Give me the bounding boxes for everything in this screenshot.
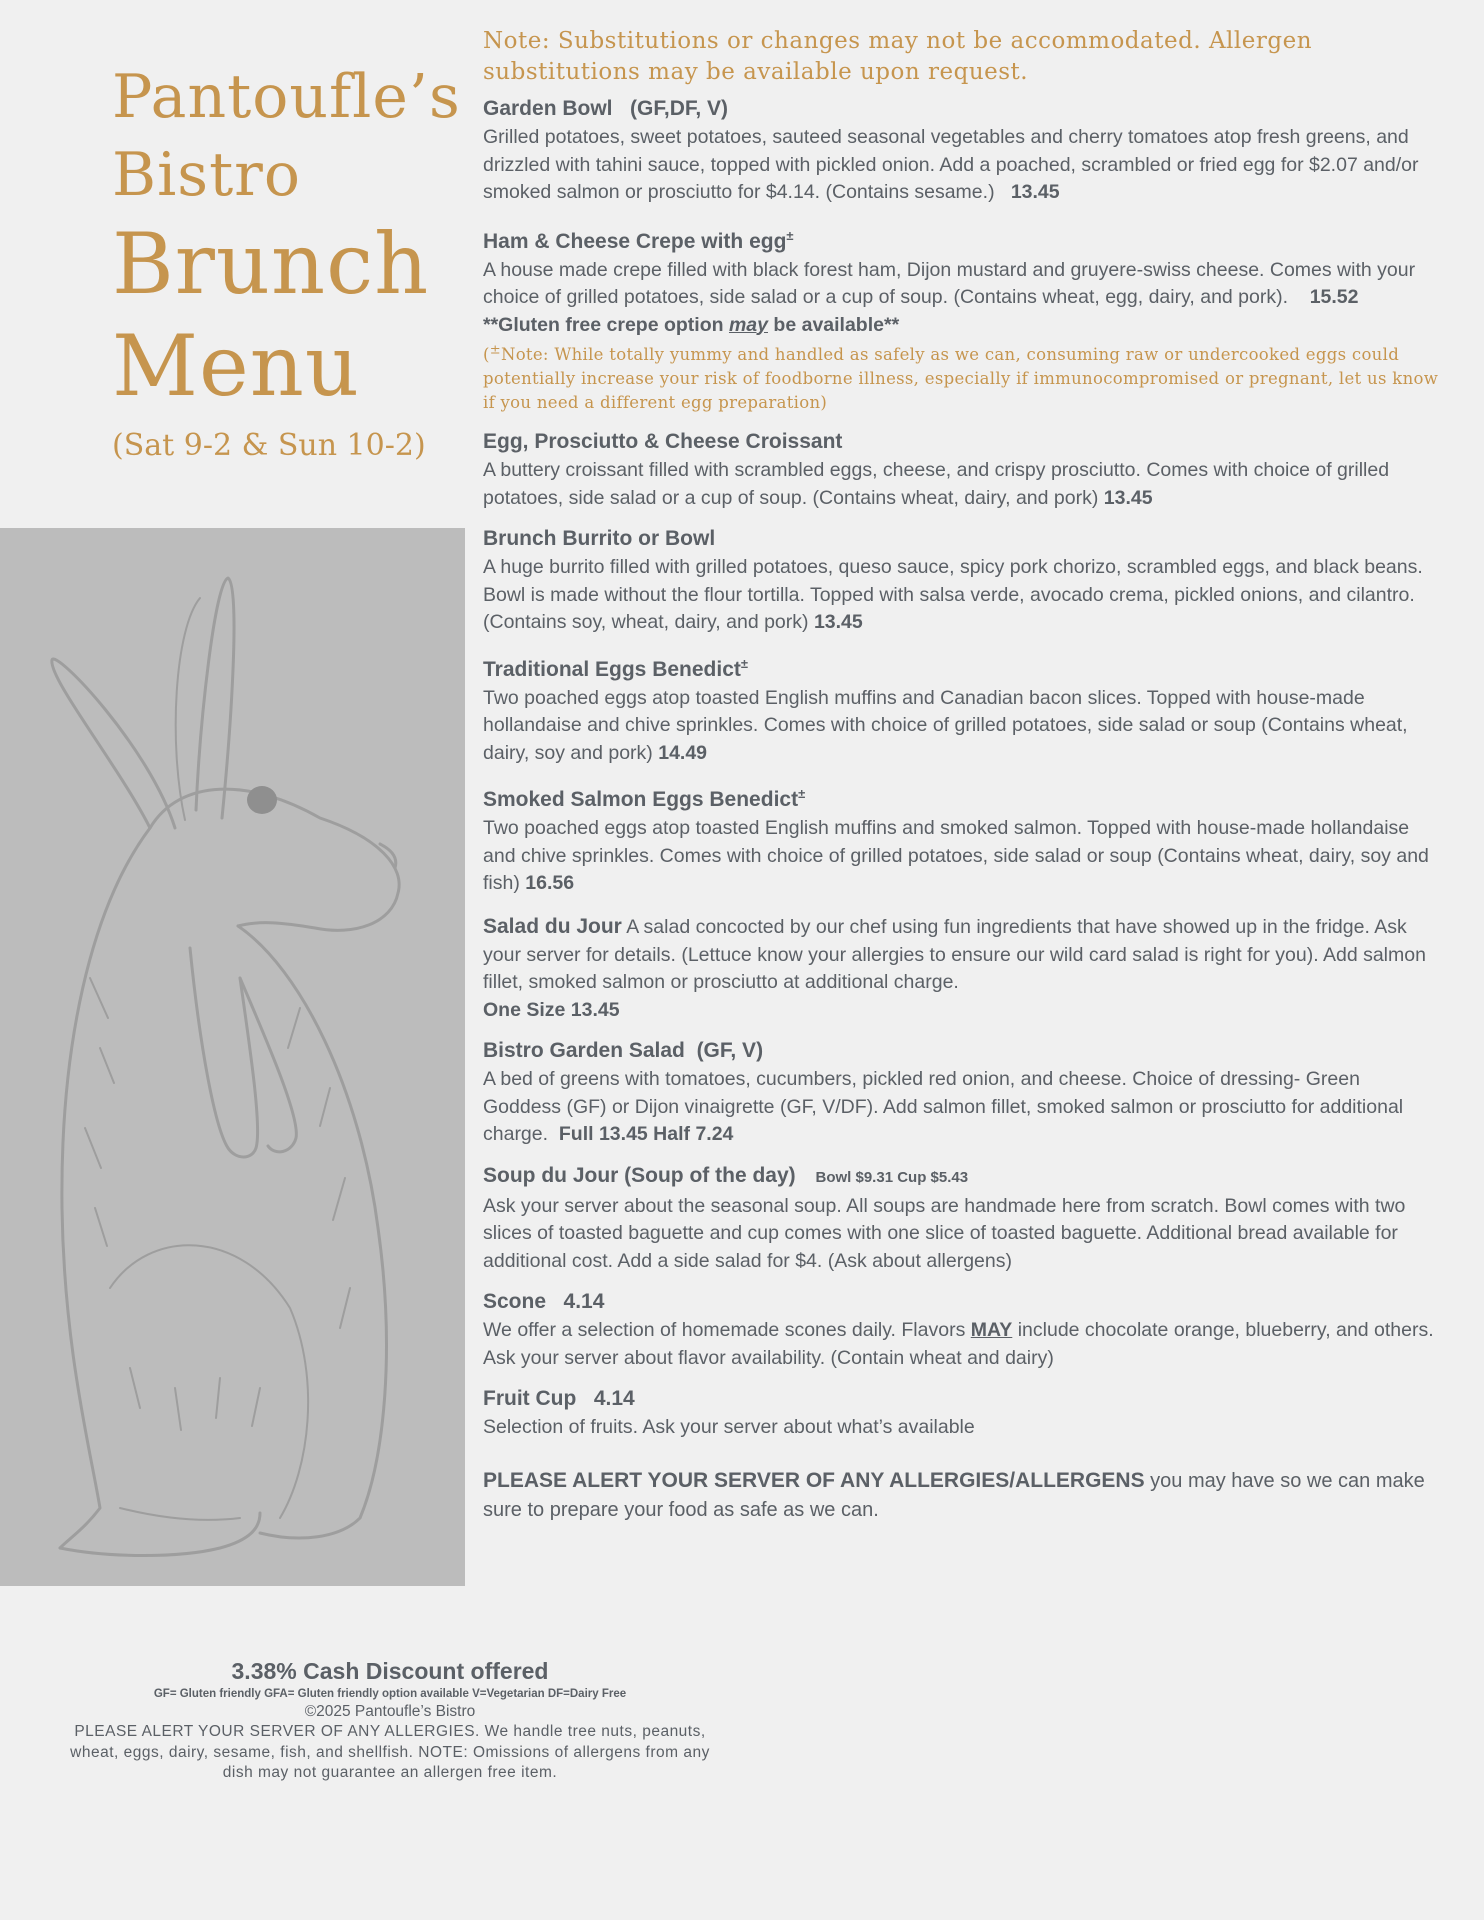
item-description — [483, 554, 1443, 637]
item-desc-text: A house made crepe filled with black forest ham, Dijon mustard and gruyere-swiss cheese. Comes with your choice of grilled potatoes, side salad or a cup of soup. (Contains wheat, egg, dairy, and pork). — [483, 258, 1416, 308]
item-price: One Size 13.45 — [483, 998, 620, 1021]
item-price: 13.45 — [813, 611, 863, 633]
item-price: 16.56 — [525, 872, 575, 894]
item-description — [483, 257, 1443, 340]
item-heading — [483, 1161, 1443, 1193]
egg-safety-note: (±Note: While totally yummy and handled as safely as we can, consuming raw or undercooked eggs could potentially increase your risk of foodborne illness, especially if immunocompromised or pregnant, let us know if you need a different egg preparation) — [483, 342, 1439, 412]
item-name: Scone — [483, 1290, 547, 1313]
footer — [70, 1656, 710, 1784]
cash-discount: 3.38% Cash Discount offered — [231, 1658, 549, 1684]
item-desc-text: A bed of greens with tomatoes, cucumbers, pickled red onion, and cheese. Choice of dressing- Green Goddess (GF) or Dijon vinaigrette (GF, V/DF). Add salmon fillet, smoked salmon or prosciutto for additional charge. — [483, 1068, 1404, 1145]
restaurant-name-line2: Bistro — [112, 140, 301, 210]
item-description — [483, 457, 1443, 512]
diet-legend: GF= Gluten friendly GFA= Gluten friendly option available V=Vegetarian DF=Dairy Free — [153, 1688, 627, 1700]
item-description — [483, 815, 1443, 898]
item-name: Egg, Prosciutto & Cheese Croissant — [483, 430, 843, 453]
diet-tags: (GF, V) — [696, 1039, 764, 1062]
item-desc-text: Grilled potatoes, sweet potatoes, sauteed seasonal vegetables and cherry tomatoes atop fresh greens, and drizzled with tahini sauce, topped with pickled onion. Add a poached, scrambled or fried egg for $2.07 and/or smoked salmon or prosciutto for $4.14. (Contains sesame.) — [483, 126, 1419, 203]
menu-item-fruit-cup — [483, 1384, 1443, 1442]
rabbit-illustration-panel — [0, 528, 465, 1586]
item-price: Bowl $9.31 Cup $5.43 — [815, 1168, 969, 1186]
menu-item-croissant — [483, 427, 1443, 512]
item-price: 4.14 — [563, 1290, 605, 1313]
item-heading — [483, 655, 1443, 685]
menu-item-garden-salad — [483, 1036, 1443, 1149]
menu-item-benedict — [483, 655, 1443, 768]
allergy-alert-bold: PLEASE ALERT YOUR SERVER OF ANY ALLERGIES/ALLERGENS — [483, 1468, 1145, 1492]
item-name: Fruit Cup — [483, 1387, 577, 1410]
menu-item-salad-du-jour — [483, 912, 1443, 1025]
item-price: 13.45 — [1103, 486, 1153, 509]
restaurant-name-line1: Pantoufle’s — [112, 62, 461, 132]
item-heading — [483, 785, 1443, 815]
title-block — [112, 58, 461, 466]
gf-option-note: **Gluten free crepe option may be available** — [483, 313, 900, 336]
menu-item-burrito — [483, 524, 1443, 637]
menu-item-scone — [483, 1287, 1443, 1372]
item-heading — [483, 1287, 1443, 1317]
item-desc-text: A salad concocted by our chef using fun ingredients that have showed up in the fridge. Ask your server for details. (Lettuce know your allergies to ensure our wild card salad is right for you). Add salmon fillet, smoked salmon or prosciutto at additional charge. — [483, 915, 1426, 993]
item-name: Traditional Eggs Benedict — [483, 657, 741, 681]
substitution-notice: Note: Substitutions or changes may not be accommodated. Allergen substitutions may be available upon request. — [483, 28, 1313, 85]
allergen-warning: PLEASE ALERT YOUR SERVER OF ANY ALLERGIES. We handle tree nuts, peanuts, wheat, eggs, dairy, sesame, fish, and shellfish. NOTE: Omissions of allergens from any dish may not guarantee an allergen free item. — [70, 1723, 710, 1781]
item-name: Smoked Salmon Eggs Benedict — [483, 788, 799, 811]
item-desc-text: Two poached eggs atop toasted English muffins and Canadian bacon slices. Topped with house-made hollandaise and chive sprinkles. Comes with choice of grilled potatoes, side salad or soup (Contains wheat, dairy, soy and pork) — [483, 686, 1408, 764]
rabbit-sketch-icon — [0, 528, 465, 1586]
item-description: Selection of fruits. Ask your server about what’s available — [483, 1416, 975, 1438]
menu-hours: (Sat 9-2 & Sun 10-2) — [112, 428, 426, 463]
allergy-alert-text: you may have so we can make sure to prepare your food as safe as we can. — [483, 1469, 1425, 1521]
item-description — [483, 124, 1443, 207]
egg-mark: ± — [798, 786, 806, 801]
item-heading — [483, 94, 1443, 124]
item-name: Bistro Garden Salad — [483, 1039, 685, 1062]
menu-item-soup — [483, 1161, 1443, 1276]
menu-item-ham-crepe — [483, 227, 1443, 416]
menu-item-salmon-benedict — [483, 785, 1443, 898]
copyright: ©2025 Pantoufle’s Bistro — [304, 1703, 476, 1720]
item-price: 14.49 — [658, 741, 708, 764]
menu-title-line2: Menu — [112, 317, 360, 415]
menu-content — [483, 26, 1443, 1525]
item-name: Soup du Jour (Soup of the day) — [483, 1163, 796, 1187]
item-desc-text: A buttery croissant filled with scrambled eggs, cheese, and crispy prosciutto. Comes with choice of grilled potatoes, side salad or a cup of soup. (Contains wheat, dairy, and pork) — [483, 459, 1390, 509]
item-name: Brunch Burrito or Bowl — [483, 527, 716, 550]
item-description — [483, 912, 1443, 1025]
item-price: Full 13.45 Half 7.24 — [558, 1123, 734, 1145]
item-name: Ham & Cheese Crepe with egg — [483, 229, 787, 253]
item-desc-text: A huge burrito filled with grilled potatoes, queso sauce, spicy pork chorizo, scrambled eggs, and black beans. Bowl is made without the flour tortilla. Topped with salsa verde, avocado crema, pickled onions, and cilantro. (Contains soy, wheat, dairy, and pork) — [483, 556, 1423, 633]
item-heading — [483, 1384, 1443, 1414]
item-heading — [483, 227, 1443, 257]
item-heading — [483, 1036, 1443, 1066]
allergy-alert — [483, 1466, 1443, 1525]
menu-title-line1: Brunch — [112, 215, 430, 313]
item-price: 13.45 — [1010, 181, 1060, 203]
item-price: 4.14 — [593, 1387, 635, 1410]
item-description: We offer a selection of homemade scones daily. Flavors MAY include chocolate orange, blueberry, and others. Ask your server about flavor availability. (Contain wheat and dairy) — [483, 1319, 1434, 1369]
item-description: Ask your server about the seasonal soup. All soups are handmade here from scratch. Bowl comes with two slices of toasted baguette and cup comes with one slice of toasted baguette. Additional bread available for additional cost. Add a side salad for $4. (Ask about allergens) — [483, 1194, 1406, 1272]
item-price: 15.52 — [1309, 286, 1359, 308]
menu-item-garden-bowl — [483, 94, 1443, 207]
item-name: Garden Bowl — [483, 97, 613, 120]
item-description — [483, 1066, 1443, 1149]
item-name: Salad du Jour — [483, 914, 622, 938]
item-description — [483, 685, 1443, 768]
item-desc-text: Two poached eggs atop toasted English muffins and smoked salmon. Topped with house-made hollandaise and chive sprinkles. Comes with choice of grilled potatoes, side salad or soup (Contains wheat, dairy, soy and fish) — [483, 817, 1429, 894]
egg-mark: ± — [740, 655, 749, 671]
diet-tags: (GF,DF, V) — [630, 97, 729, 120]
egg-mark: ± — [786, 227, 794, 243]
